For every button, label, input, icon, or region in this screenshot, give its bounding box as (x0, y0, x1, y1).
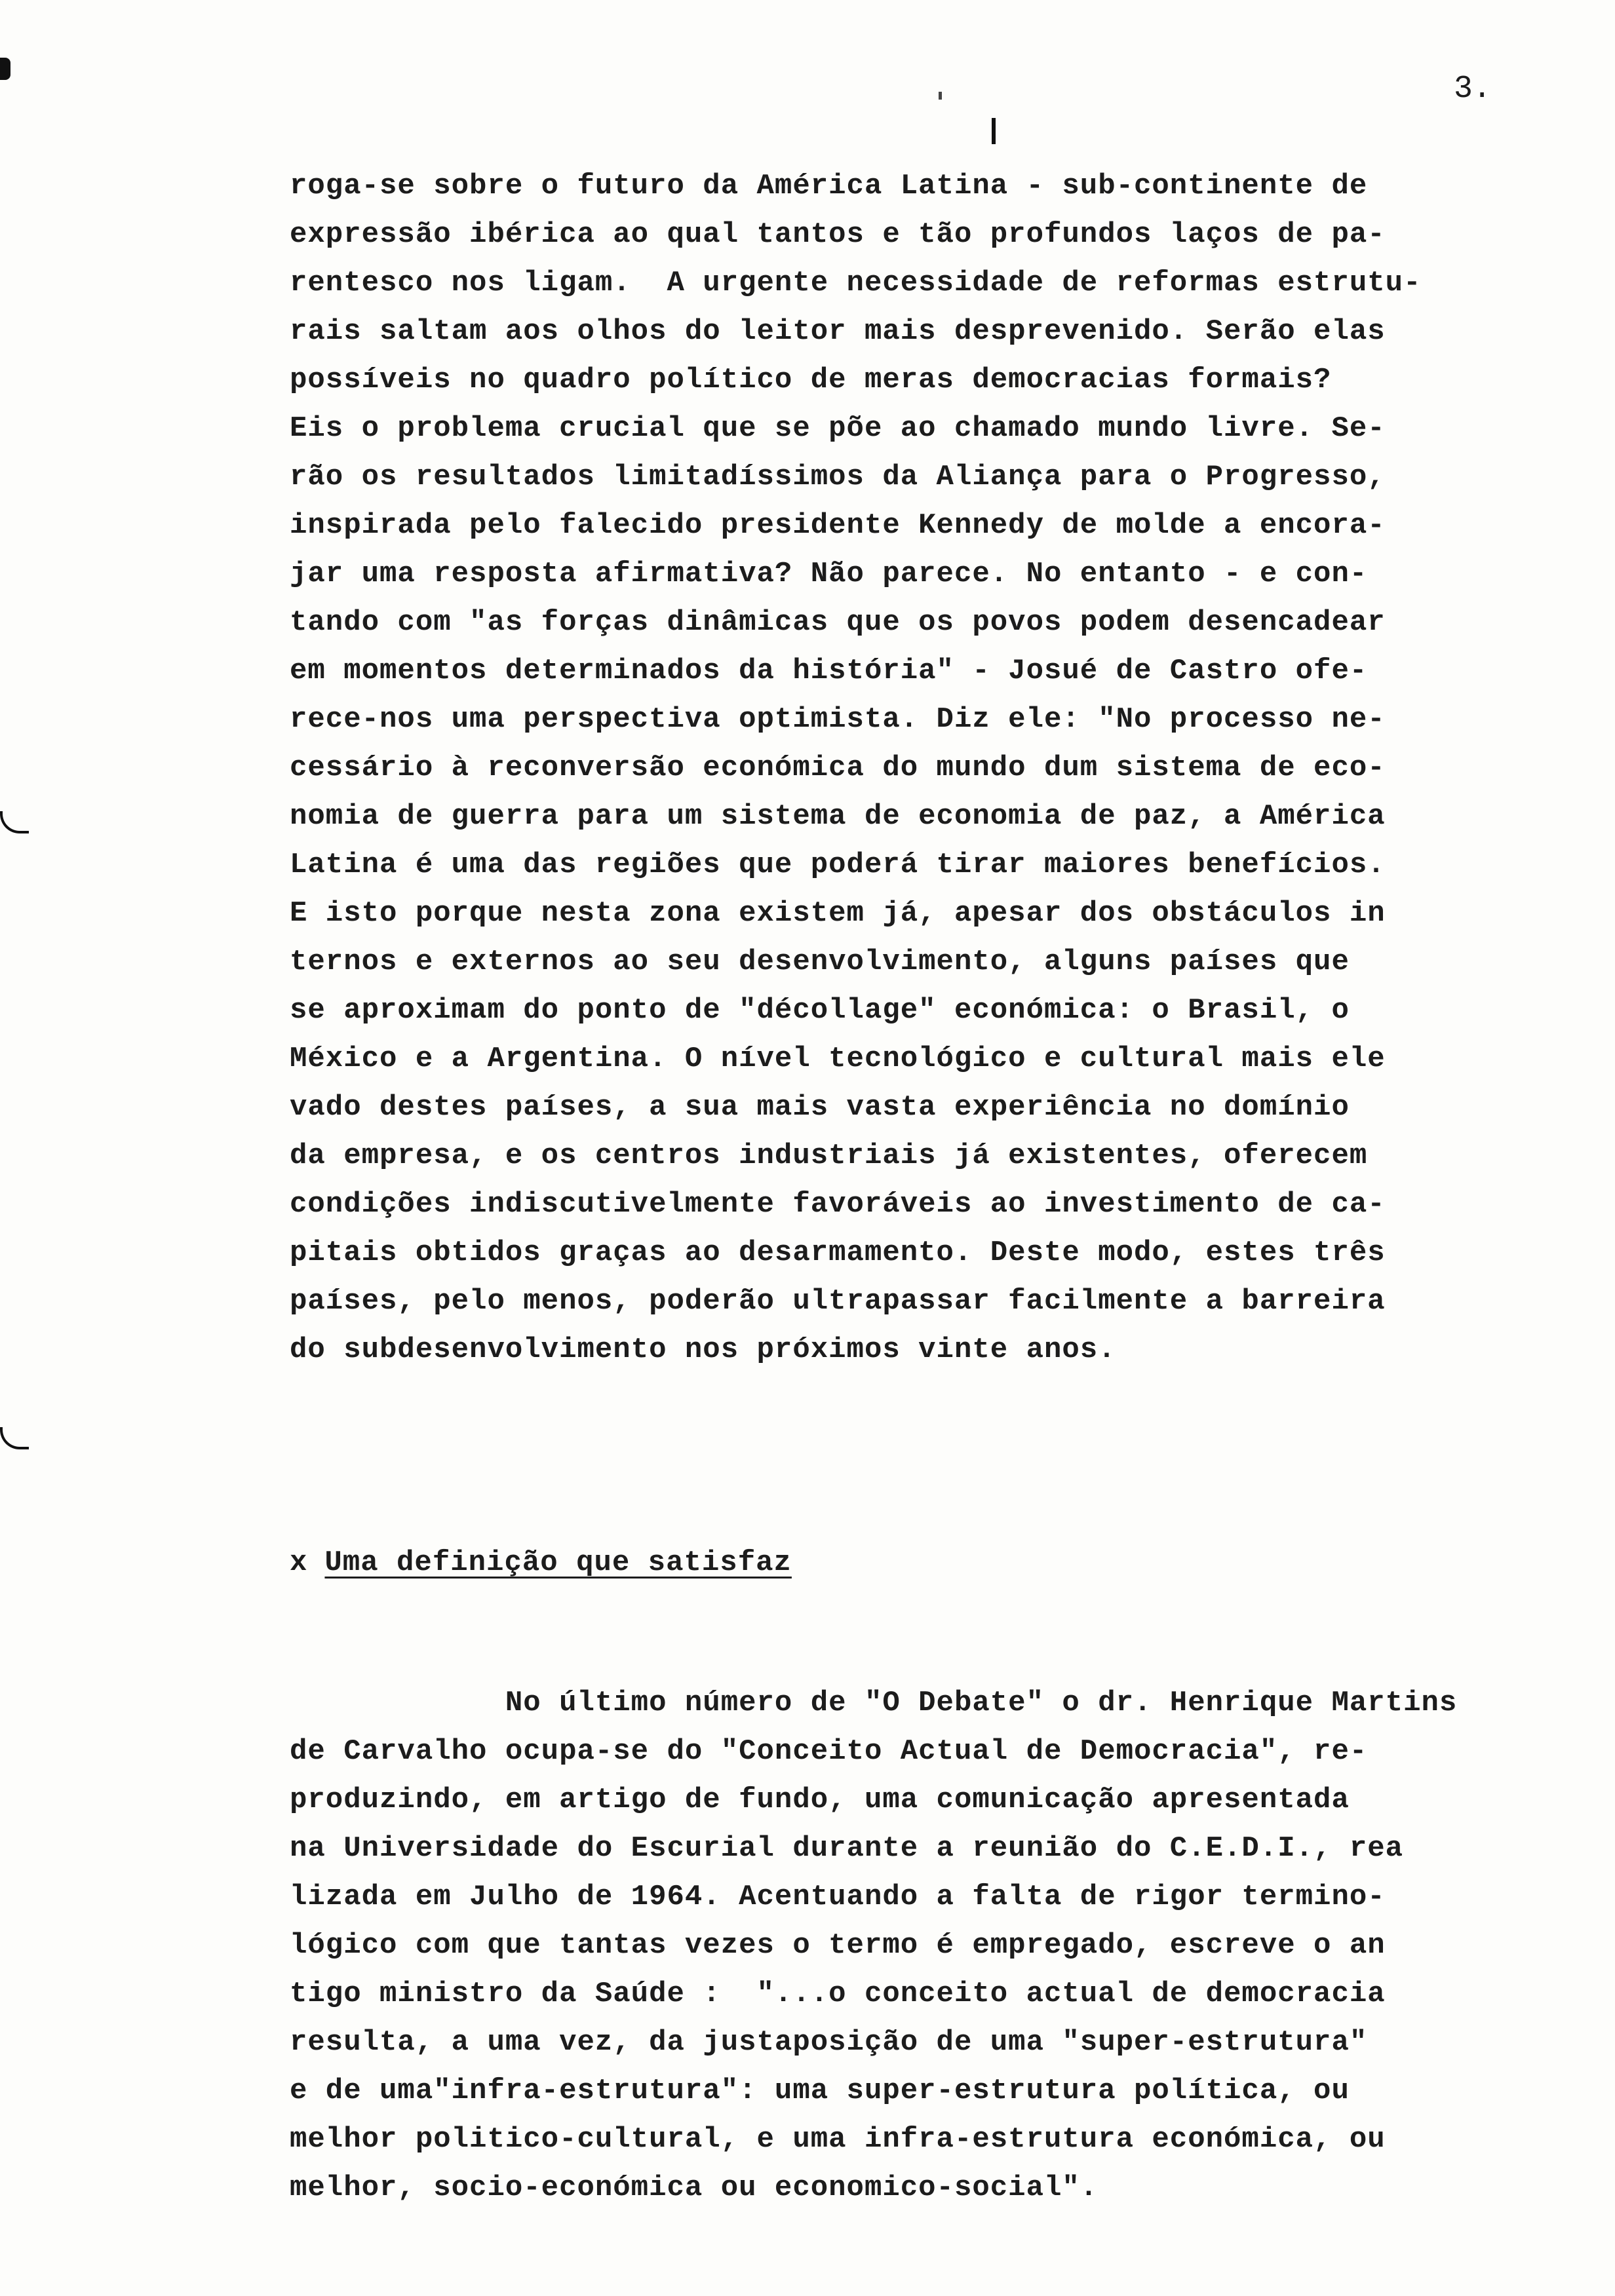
text-line: lizada em Julho de 1964. Acentuando a falta de rigor termino- (290, 1881, 1386, 1913)
text-line: do subdesenvolvimento nos próximos vinte anos. (290, 1333, 1116, 1366)
text-line: na Universidade do Escurial durante a reunião do C.E.D.I., rea (290, 1832, 1404, 1865)
text-line: de Carvalho ocupa-se do "Conceito Actual de Democracia", re- (290, 1735, 1368, 1768)
text-line: ternos e externos ao seu desenvolvimento, alguns países que (290, 946, 1350, 978)
text-line: No último número de "O Debate" o dr. Henrique Martins (290, 1687, 1458, 1719)
text-line: pitais obtidos graças ao desarmamento. Deste modo, estes três (290, 1236, 1386, 1269)
ink-tick-mark (992, 118, 996, 144)
text-line: México e a Argentina. O nível tecnológico e cultural mais ele (290, 1043, 1386, 1075)
text-line: E isto porque nesta zona existem já, apesar dos obstáculos in (290, 897, 1386, 930)
text-line: Latina é uma das regiões que poderá tirar maiores benefícios. (290, 849, 1386, 881)
text-line: lógico com que tantas vezes o termo é empregado, escreve o an (290, 1929, 1386, 1962)
text-line: rais saltam aos olhos do leitor mais desprevenido. Serão elas (290, 315, 1386, 348)
text-line: rece-nos uma perspectiva optimista. Diz ele: "No processo ne- (290, 703, 1386, 736)
text-line: melhor politico-cultural, e uma infra-estrutura económica, ou (290, 2123, 1386, 2156)
paragraph-latin-america (290, 162, 1421, 1374)
ink-dot-mark (939, 92, 942, 100)
text-line: da empresa, e os centros industriais já existentes, oferecem (290, 1139, 1368, 1172)
text-line: países, pelo menos, poderão ultrapassar facilmente a barreira (290, 1285, 1386, 1318)
text-line: e de uma"infra-estrutura": uma super-estrutura política, ou (290, 2075, 1350, 2107)
text-line: possíveis no quadro político de meras democracias formais? (290, 364, 1332, 396)
binding-mark (0, 58, 10, 80)
heading-title: Uma definição que satisfaz (324, 1546, 792, 1579)
page-number: 3. (1454, 71, 1492, 107)
text-line: em momentos determinados da história" - Josué de Castro ofe- (290, 655, 1368, 687)
text-line: rão os resultados limitadíssimos da Aliança para o Progresso, (290, 461, 1386, 493)
text-line: tigo ministro da Saúde : "...o conceito actual de democracia (290, 1978, 1386, 2010)
text-line: condições indiscutivelmente favoráveis ao investimento de ca- (290, 1188, 1386, 1221)
text-line: tando com "as forças dinâmicas que os povos podem desencadear (290, 606, 1386, 639)
margin-bracket-mark (0, 1427, 29, 1449)
text-line: Eis o problema crucial que se põe ao chamado mundo livre. Se- (290, 412, 1386, 445)
text-line: resulta, a uma vez, da justaposição de uma "super-estrutura" (290, 2026, 1368, 2059)
text-line: expressão ibérica ao qual tantos e tão profundos laços de pa- (290, 218, 1386, 251)
text-line: vado destes países, a sua mais vasta experiência no domínio (290, 1091, 1350, 1124)
text-line: rentesco nos ligam. A urgente necessidade de reformas estrutu- (290, 267, 1422, 299)
paragraph-democracy-definition (290, 1679, 1457, 2212)
text-line: produzindo, em artigo de fundo, uma comunicação apresentada (290, 1784, 1350, 1816)
text-line: melhor, socio-económica ou economico-social". (290, 2172, 1099, 2204)
section-heading (290, 1539, 792, 1587)
text-line: se aproximam do ponto de "décollage" económica: o Brasil, o (290, 994, 1350, 1027)
text-line: roga-se sobre o futuro da América Latina - sub-continente de (290, 170, 1368, 202)
heading-bullet: x (290, 1546, 308, 1579)
margin-bracket-mark (0, 811, 29, 833)
text-line: nomia de guerra para um sistema de economia de paz, a América (290, 800, 1386, 833)
text-line: inspirada pelo falecido presidente Kennedy de molde a encora- (290, 509, 1386, 542)
text-line: jar uma resposta afirmativa? Não parece. No entanto - e con- (290, 558, 1368, 590)
text-line: cessário à reconversão económica do mundo dum sistema de eco- (290, 752, 1386, 784)
